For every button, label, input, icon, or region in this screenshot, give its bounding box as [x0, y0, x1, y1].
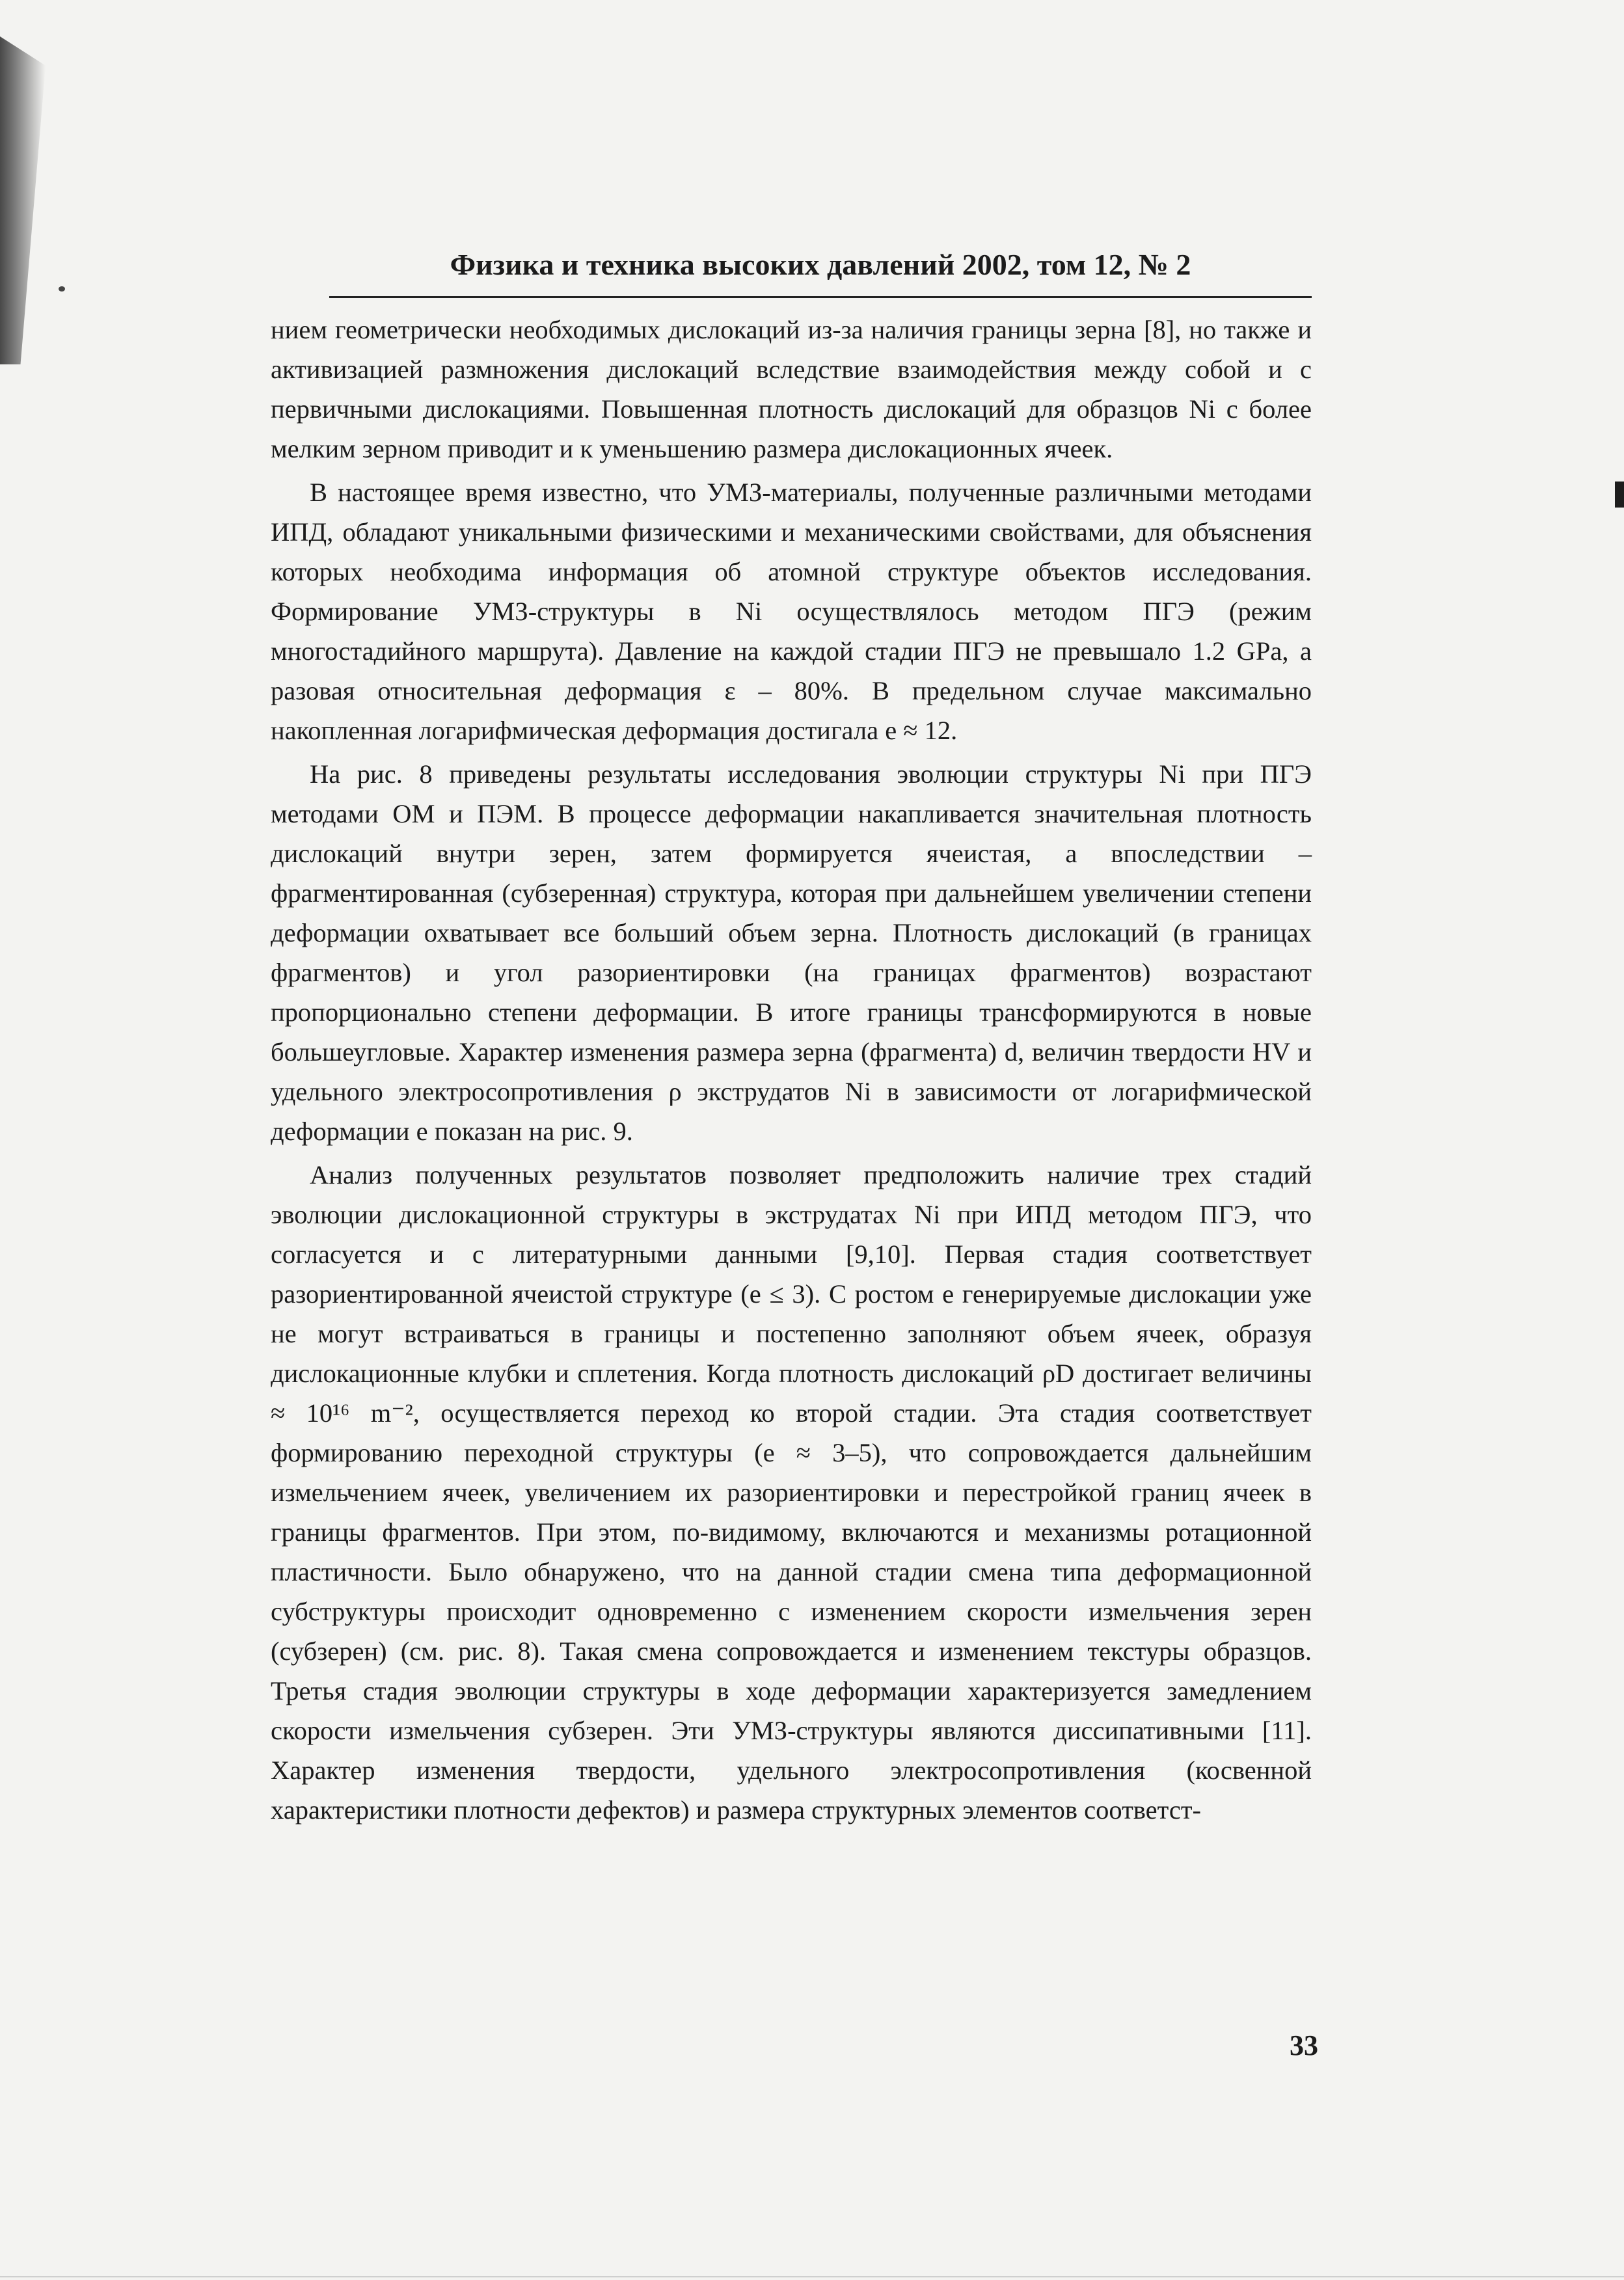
scan-edge-shadow: [0, 0, 46, 364]
paragraph-4: Анализ полученных результатов позволяет предположить наличие трех стадий эволюции дислокационной структуры в экструдатах Ni при ИПД методом ПГЭ, что согласуется и с литературными данными [9,10]. Первая стадия соответствует разориентированной ячеистой структуре (e ≤ 3). С ростом e генерируемые дислокации уже не могут встраиваться в границы и постепенно заполняют объем ячеек, образуя дислокационные клубки и сплетения. Когда плотность дислокаций ρD достигает величины ≈ 10¹⁶ m⁻², осуществляется переход ко второй стадии. Эта стадия соответствует формированию переходной структуры (e ≈ 3–5), что сопровождается дальнейшим измельчением ячеек, увеличением их разориентировки и перестройкой границ ячеек в границы фрагментов. При этом, по-видимому, включаются и механизмы ротационной пластичности. Было обнаружено, что на данной стадии смена типа деформационной субструктуры происходит одновременно с изменением скорости измельчения зерен (субзерен) (см. рис. 8). Такая смена сопровождается и изменением текстуры образцов. Третья стадия эволюции структуры в ходе деформации характеризуется замедлением скорости измельчения субзерен. Эти УМЗ-структуры являются диссипативными [11]. Характер изменения твердости, удельного электросопротивления (косвенной характеристики плотности дефектов) и размера структурных элементов соответст-: [271, 1160, 1312, 1825]
running-head: Физика и техника высоких давлений 2002, том 12, № 2: [329, 247, 1312, 298]
journal-page: [271, 247, 1312, 1830]
paragraph-1: нием геометрически необходимых дислокаций из-за наличия границы зерна [8], но также и активизацией размножения дислокаций вследствие взаимодействия между собой и с первичными дислокациями. Повышенная плотность дислокаций для образцов Ni с более мелким зерном приводит и к уменьшению размера дислокационных ячеек.: [271, 315, 1312, 463]
body-text: [271, 310, 1312, 1830]
scan-bottom-edge: [0, 2276, 1624, 2277]
page-number: 33: [1290, 2029, 1318, 2061]
paragraph-3: На рис. 8 приведены результаты исследования эволюции структуры Ni при ПГЭ методами ОМ и ПЭМ. В процессе деформации накапливается значительная плотность дислокаций внутри зерен, затем формируется ячеистая, а впоследствии – фрагментированная (субзеренная) структура, которая при дальнейшем увеличении степени деформации охватывает все больший объем зерна. Плотность дислокаций (в границах фрагментов) и угол разориентировки (на границах фрагментов) возрастают пропорционально степени деформации. В итоге границы трансформируются в новые большеугловые. Характер изменения размера зерна (фрагмента) d, величин твердости HV и удельного электросопротивления ρ экструдатов Ni в зависимости от логарифмической деформации e показан на рис. 9.: [271, 759, 1312, 1146]
scan-speck: [59, 286, 65, 292]
paragraph-2: В настоящее время известно, что УМЗ-материалы, полученные различными методами ИПД, обладают уникальными физическими и механическими свойствами, для объяснения которых необходима информация об атомной структуре объектов исследования. Формирование УМЗ-структуры в Ni осуществлялось методом ПГЭ (режим многостадийного маршрута). Давление на каждой стадии ПГЭ не превышало 1.2 GPa, а разовая относительная деформация ε – 80%. В предельном случае максимально накопленная логарифмическая деформация достигала e ≈ 12.: [271, 478, 1312, 745]
scan-edge-mark: [1615, 482, 1624, 508]
